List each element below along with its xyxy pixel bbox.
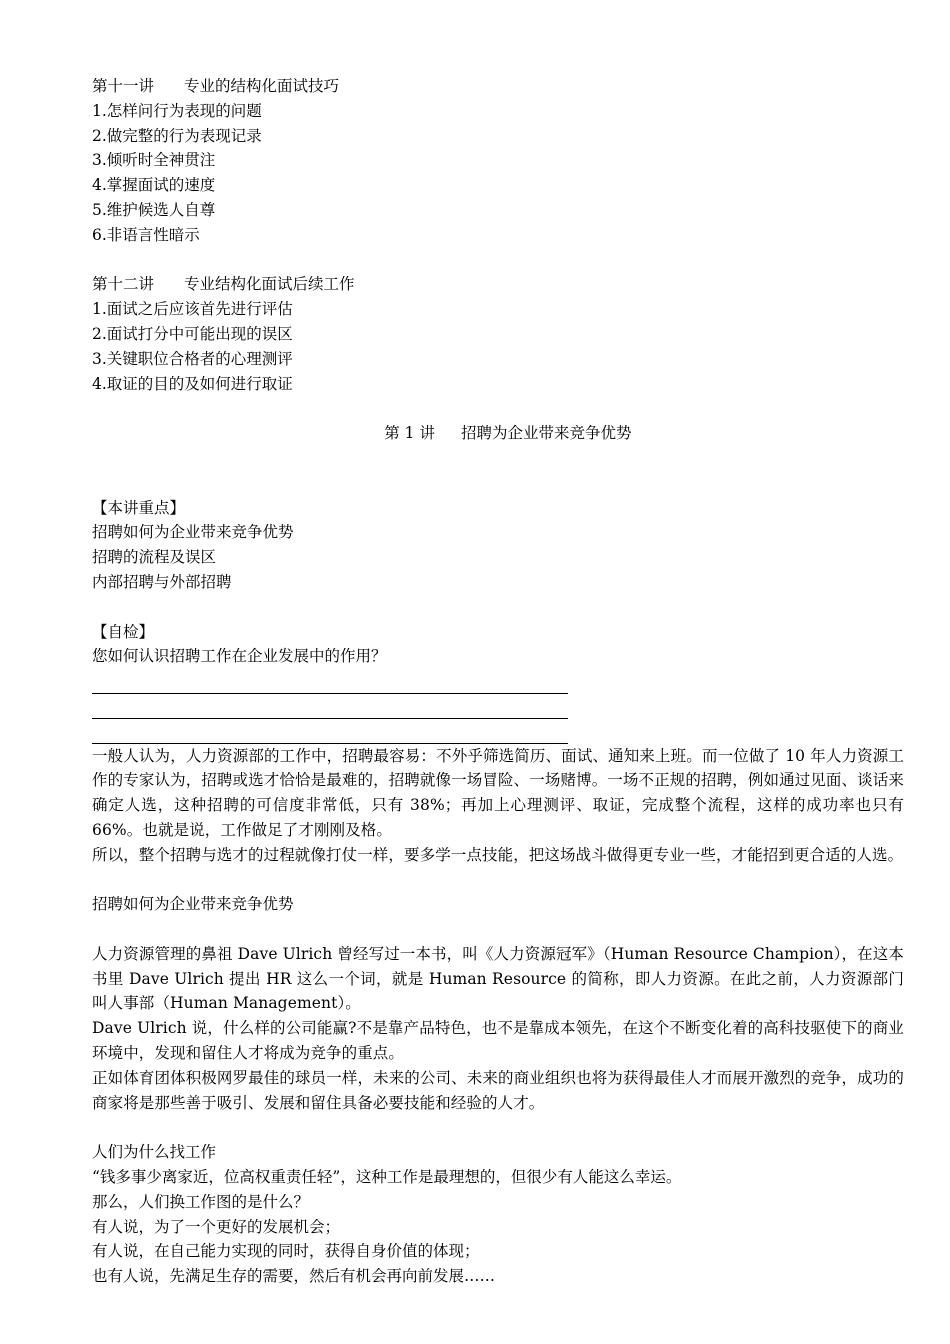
intro-paragraph: 所以，整个招聘与选才的过程就像打仗一样，要多学一点技能，把这场战斗做得更专业一些，才能招到更合适的人选。 (92, 845, 904, 864)
spacer (92, 868, 904, 893)
lecture12-item: 3.关键职位合格者的心理测评 (92, 349, 293, 368)
lecture11-item: 4.掌握面试的速度 (92, 176, 216, 195)
spacer (92, 595, 904, 620)
spacer (92, 471, 904, 496)
why-job-line: 有人说，为了一个更好的发展机会； (92, 1217, 341, 1236)
lecture11-item: 2.做完整的行为表现记录 (92, 126, 262, 145)
lecture11-item: 6.非语言性暗示 (92, 225, 200, 244)
answer-line[interactable] (92, 669, 568, 694)
why-job-line: 有人说，在自己能力实现的同时，获得自身价值的体现； (92, 1242, 480, 1261)
answer-line[interactable] (92, 719, 568, 744)
lecture12-item: 2.面试打分中可能出现的误区 (92, 324, 293, 343)
spacer (92, 917, 904, 942)
lecture12-item: 4.取证的目的及如何进行取证 (92, 374, 293, 393)
advantage-paragraph: 人力资源管理的鼻祖 Dave Ulrich 曾经写过一本书，叫《人力资源冠军》（Human Resource Champion），在这本书里 Dave Ulrich 提出 HR 这么一个词，就是 Human Resource 的简称，即人力资源。在此之前，人力资源部门叫人事部（Human Management）。 (92, 944, 904, 1013)
lecture11-title-text: 专业的结构化面试技巧 (184, 77, 340, 95)
lecture12-title (92, 272, 904, 297)
lecture12-item: 1.面试之后应该首先进行评估 (92, 300, 293, 319)
lecture11-item: 3.倾听时全神贯注 (92, 151, 216, 170)
why-job-line: 也有人说，先满足生存的需要，然后有机会再向前发展…… (92, 1267, 496, 1286)
intro-paragraph: 一般人认为，人力资源部的工作中，招聘最容易：不外乎筛选简历、面试、通知来上班。而一位做了 10 年人力资源工作的专家认为，招聘或选才恰恰是最难的，招聘就像一场冒险、一场赌博。一场不正规的招聘，例如通过见面、谈话来确定人选，这种招聘的可信度非常低，只有 38%；再加上心理测评、取证，完成整个流程，这样的成功率也只有 66%。也就是说，工作做足了才刚刚及格。 (92, 746, 904, 839)
section-heading-why-job: 人们为什么找工作 (92, 1143, 217, 1162)
advantage-paragraph: 正如体育团体积极网罗最佳的球员一样，未来的公司、未来的商业组织也将为获得最佳人才而展开激烈的竞争，成功的商家将是那些善于吸引、发展和留住具备必要技能和经验的人才。 (92, 1068, 904, 1112)
lecture1-title-text: 招聘为企业带来竞争优势 (460, 424, 632, 443)
key-point-item: 内部招聘与外部招聘 (92, 572, 232, 591)
key-points-heading: 【本讲重点】 (92, 498, 186, 517)
lecture12-number: 第十二讲 (92, 275, 155, 294)
lecture1-title (92, 396, 904, 470)
document-page (92, 74, 904, 1289)
lecture11-title (92, 74, 904, 99)
answer-line[interactable] (92, 694, 568, 719)
why-job-line: “钱多事少离家近，位高权重责任轻”，这种工作是最理想的，但很少有人能这么幸运。 (92, 1168, 682, 1187)
self-check-question: 您如何认识招聘工作在企业发展中的作用？ (92, 647, 387, 666)
lecture1-number: 第 1 讲 (384, 424, 435, 443)
key-point-item: 招聘如何为企业带来竞争优势 (92, 523, 294, 542)
lecture11-number: 第十一讲 (92, 77, 155, 95)
spacer (92, 248, 904, 273)
lecture11-item: 1.怎样问行为表现的问题 (92, 101, 262, 120)
section-heading-advantage: 招聘如何为企业带来竞争优势 (92, 895, 294, 914)
lecture11-item: 5.维护候选人自尊 (92, 200, 216, 219)
why-job-line: 那么，人们换工作图的是什么？ (92, 1192, 310, 1211)
key-point-item: 招聘的流程及误区 (92, 548, 217, 567)
self-check-heading: 【自检】 (92, 622, 155, 641)
spacer (92, 1115, 904, 1140)
lecture12-title-text: 专业结构化面试后续工作 (184, 275, 355, 294)
advantage-paragraph: Dave Ulrich 说，什么样的公司能赢?不是靠产品特色，也不是靠成本领先，在这个不断变化着的高科技驱使下的商业环境中，发现和留住人才将成为竞争的重点。 (92, 1019, 904, 1063)
